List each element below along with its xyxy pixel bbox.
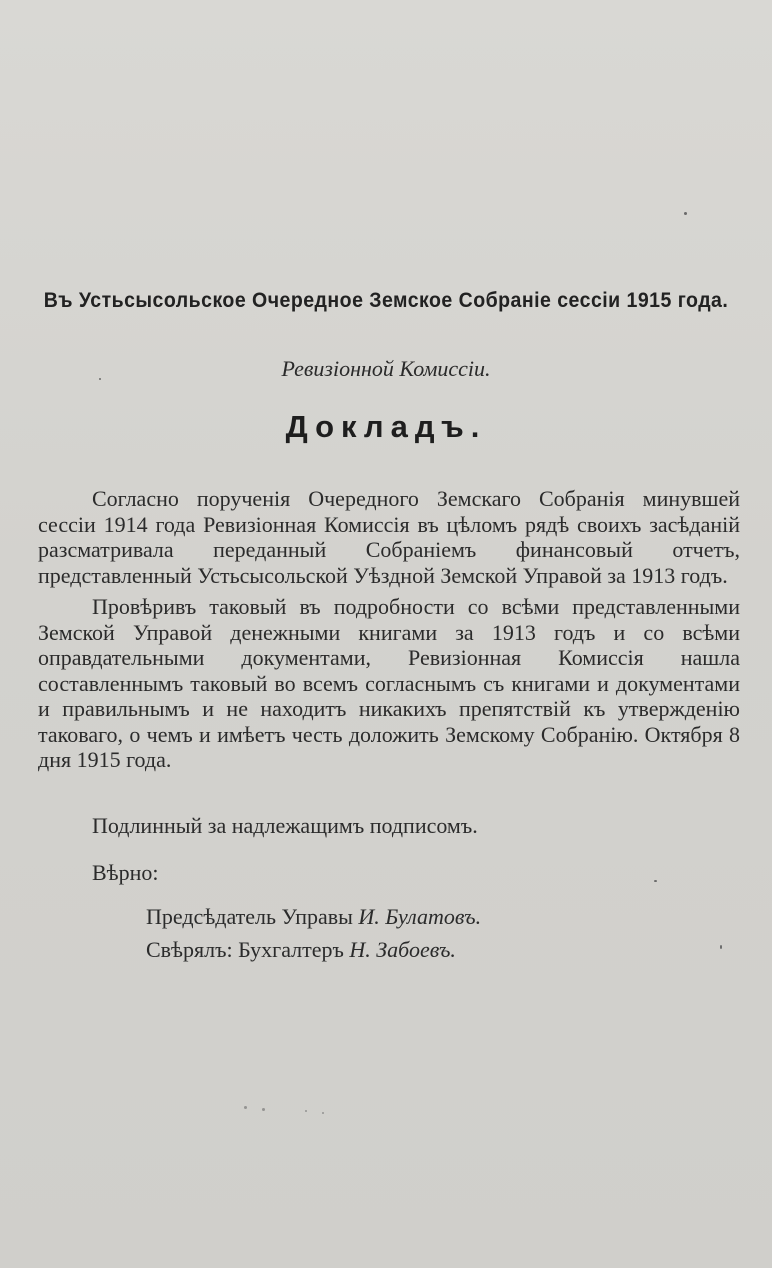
paper-speck xyxy=(262,1108,265,1111)
paper-speck xyxy=(720,945,722,949)
document-body xyxy=(38,486,740,773)
document-title: Докладъ. xyxy=(285,409,487,444)
paper-speck xyxy=(99,378,101,380)
signed-note: Подлинный за надлежащимъ подписомъ. xyxy=(92,813,478,838)
signature-line-chairman xyxy=(146,904,481,930)
paragraph-2: Провѣривъ таковый въ подробности со всѣми представленными Земской Управой денежными книгами за 1913 годъ и со всѣми оправдательными документами, Ревизіонная Комиссія нашла составленнымъ таковый во всемъ согласнымъ съ книгами и документами и правильнымъ и не находитъ никакихъ препятствій къ утвержденію таковаго, о чемъ и имѣетъ честь доложить Земскому Собранію. Октября 8 дня 1915 года. xyxy=(38,594,740,772)
document-subtitle: Ревизіонной Комиссіи. xyxy=(281,356,491,381)
paper-speck xyxy=(305,1110,307,1112)
signature-role: Свѣрялъ: Бухгалтеръ xyxy=(146,937,344,962)
signature-line-accountant xyxy=(146,937,456,963)
certified-label: Вѣрно: xyxy=(92,860,159,885)
paper-speck xyxy=(322,1112,324,1114)
signature-role: Предсѣдатель Управы xyxy=(146,904,353,929)
paper-speck xyxy=(654,880,657,882)
signature-name: И. Булатовъ. xyxy=(358,904,482,929)
paper-speck xyxy=(244,1106,247,1109)
paper-speck xyxy=(684,212,687,215)
signature-name: Н. Забоевъ. xyxy=(349,937,456,962)
paragraph-1: Согласно порученія Очередного Земскаго Собранія минувшей сессіи 1914 года Ревизіонная Комиссія въ цѣломъ рядѣ своихъ засѣданій разсматривала переданный Собраніемъ финансовый отчетъ, представленный Устьсысольской Уѣздной Земской Управой за 1913 годъ. xyxy=(38,486,740,588)
document-header: Въ Устьсысольское Очередное Земское Собраніе сессіи 1915 года. xyxy=(43,289,729,312)
